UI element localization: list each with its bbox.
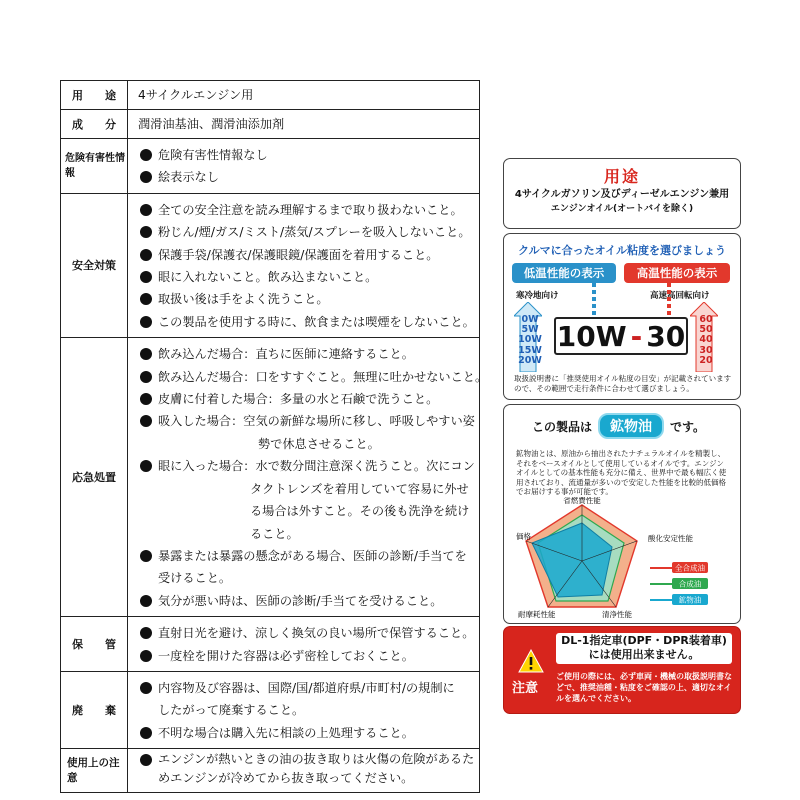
safety-label: 安全対策 xyxy=(61,193,128,337)
list-item-continuation: したがって廃棄すること。 xyxy=(158,703,305,718)
bullet-icon xyxy=(140,727,152,739)
low-temp-sub: 寒冷地向け xyxy=(516,291,559,301)
list-item-continuation: る場合は外すこと。その後も洗浄を続け xyxy=(250,504,470,519)
warning-body: ご使用の際には、必ず車両・機械の取扱説明書などで、推奨油種・粘度をご確認の上、適切なオイルを選んでください。 xyxy=(556,672,732,703)
list-item-continuation: めエンジンが冷めてから抜き取ってください。 xyxy=(158,771,414,786)
hazard-value xyxy=(128,139,480,194)
use-panel-line2: エンジンオイル(オートバイを除く) xyxy=(550,204,694,214)
safety-value xyxy=(128,193,480,337)
list-item: 気分が悪い時は、医師の診断/手当てを受けること。 xyxy=(138,590,471,612)
legend-full-synthetic: 全合成油 xyxy=(675,563,705,573)
legend-mineral: 鉱物油 xyxy=(678,595,702,605)
list-item-continuation: 受けること。 xyxy=(158,571,232,586)
disposal-value xyxy=(128,671,480,748)
bullet-icon xyxy=(140,371,152,383)
bullet-icon xyxy=(140,271,152,283)
low-temp-label: 低温性能の表示 xyxy=(512,263,616,283)
warning-headline: DL-1指定車(DPF・DPR装着車) には使用出来ません。 xyxy=(556,633,732,664)
first-aid-value xyxy=(128,338,488,617)
list-item: 眼に入れないこと。飲み込まないこと。 xyxy=(138,266,471,288)
list-item: 吸入した場合：空気の新鮮な場所に移し、呼吸しやすい姿 xyxy=(138,410,471,432)
list-item: 不明な場合は購入先に相談の上処理すること。 xyxy=(138,722,471,744)
mineral-badge: 鉱物油 xyxy=(598,413,664,439)
high-temp-sub: 高速高回転向け xyxy=(650,291,710,301)
radar-label-bottom-left: 耐摩耗性能 xyxy=(518,610,556,619)
disposal-label: 廃 棄 xyxy=(61,671,128,748)
list-item: エンジンが熱いときの油の抜き取りは火傷の危険があるた xyxy=(138,750,471,769)
mineral-description: 鉱物油とは、原油から抽出されたナチュラルオイルを精製し、それをベースオイルとして使用しているオイルです。エンジンオイルとしての基本性能も充分に備え、世界中で最も幅広く使用されており、流通量が多いので安定した性能を比較的低価格でお届けする事が可能です。 xyxy=(516,449,727,497)
list-item: 取扱い後は手をよく洗うこと。 xyxy=(138,288,471,310)
bullet-icon xyxy=(140,550,152,562)
list-item: 眼に入った場合：水で数分間注意深く洗うこと。次にコン xyxy=(138,455,471,477)
list-item: 一度栓を開けた容器は必ず密栓しておくこと。 xyxy=(138,645,471,667)
performance-radar-chart xyxy=(512,497,738,619)
bullet-icon xyxy=(140,754,152,766)
caution-label: 使用上の注意 xyxy=(61,749,128,793)
use-panel-line1: 4サイクルガソリン及びディーゼルエンジン兼用 xyxy=(514,189,730,200)
viscosity-note: 取扱説明書に「推奨使用オイル粘度の目安」が記載されていますので、その範囲で走行条件に合わせて選びましょう。 xyxy=(514,374,732,393)
list-item: 保護手袋/保護衣/保護眼鏡/保護面を着用すること。 xyxy=(138,244,471,266)
radar-label-bottom-right: 清浄性能 xyxy=(602,610,632,619)
bullet-icon xyxy=(140,393,152,405)
viscosity-panel-title: クルマに合ったオイル粘度を選びましょう xyxy=(517,244,727,257)
components-value: 潤滑油基油、潤滑油添加剤 xyxy=(128,110,480,139)
warning-panel xyxy=(503,626,741,714)
list-item: 全ての安全注意を読み理解するまで取り扱わないこと。 xyxy=(138,199,471,221)
components-label: 成 分 xyxy=(61,110,128,139)
list-item-continuation: タクトレンズを着用していて容易に外せ xyxy=(250,481,469,496)
bullet-icon xyxy=(140,650,152,662)
radar-label-top: 省燃費性能 xyxy=(563,497,601,505)
list-item: 飲み込んだ場合：直ちに医師に連絡すること。 xyxy=(138,343,471,365)
list-item: 危険有害性情報なし xyxy=(138,144,471,166)
radar-label-right: 酸化安定性能 xyxy=(648,534,693,543)
viscosity-panel xyxy=(503,233,741,400)
high-temp-label: 高温性能の表示 xyxy=(624,263,730,283)
use-panel-title: 用途 xyxy=(603,167,640,186)
hazard-label: 危険有害性情報 xyxy=(61,139,128,194)
caution-value xyxy=(128,749,480,793)
low-grade-list: 0W 5W 10W 15W 20W xyxy=(518,314,542,366)
list-item: 絵表示なし xyxy=(138,166,471,188)
legend-synthetic: 合成油 xyxy=(678,579,702,589)
list-item: 飲み込んだ場合：口をすすぐこと。無理に吐かせないこと。 xyxy=(138,366,471,388)
mineral-title: この製品は 鉱物油 です。 xyxy=(532,413,705,439)
list-item-continuation: ること。 xyxy=(250,526,299,541)
storage-label: 保 管 xyxy=(61,617,128,672)
mineral-oil-panel xyxy=(503,404,741,624)
list-item-continuation: 勢で休息させること。 xyxy=(258,436,380,451)
warning-triangle-icon xyxy=(518,649,544,673)
bullet-icon xyxy=(140,149,152,161)
list-item: 暴露または暴露の懸念がある場合、医師の診断/手当てを xyxy=(138,545,471,567)
bullet-icon xyxy=(140,415,152,427)
usage-value: 4サイクルエンジン用 xyxy=(128,81,480,110)
list-item: 粉じん/煙/ガス/ミスト/蒸気/スプレーを吸入しないこと。 xyxy=(138,221,471,243)
bullet-icon xyxy=(140,204,152,216)
bullet-icon xyxy=(140,293,152,305)
radar-label-left: 価格 xyxy=(516,532,531,541)
spec-table xyxy=(60,80,488,793)
grade-connector-icon xyxy=(564,283,684,317)
bullet-icon xyxy=(140,682,152,694)
bullet-icon xyxy=(140,348,152,360)
bullet-icon xyxy=(140,226,152,238)
warning-label: 注意 xyxy=(512,681,539,696)
use-panel xyxy=(503,158,741,229)
list-item: この製品を使用する時に、飲食または喫煙をしないこと。 xyxy=(138,311,471,333)
bullet-icon xyxy=(140,249,152,261)
bullet-icon xyxy=(140,595,152,607)
viscosity-grade: 10W - 30 xyxy=(554,317,688,355)
bullet-icon xyxy=(140,627,152,639)
list-item: 皮膚に付着した場合：多量の水と石鹸で洗うこと。 xyxy=(138,388,471,410)
list-item: 直射日光を避け、涼しく換気の良い場所で保管すること。 xyxy=(138,622,471,644)
first-aid-label: 応急処置 xyxy=(61,338,128,617)
usage-label: 用 途 xyxy=(61,81,128,110)
storage-value xyxy=(128,617,480,672)
bullet-icon xyxy=(140,316,152,328)
high-grade-list: 60 50 40 30 20 xyxy=(699,314,713,366)
bullet-icon xyxy=(140,171,152,183)
bullet-icon xyxy=(140,460,152,472)
list-item: 内容物及び容器は、国際/国/都道府県/市町村/の規制に xyxy=(138,677,471,699)
